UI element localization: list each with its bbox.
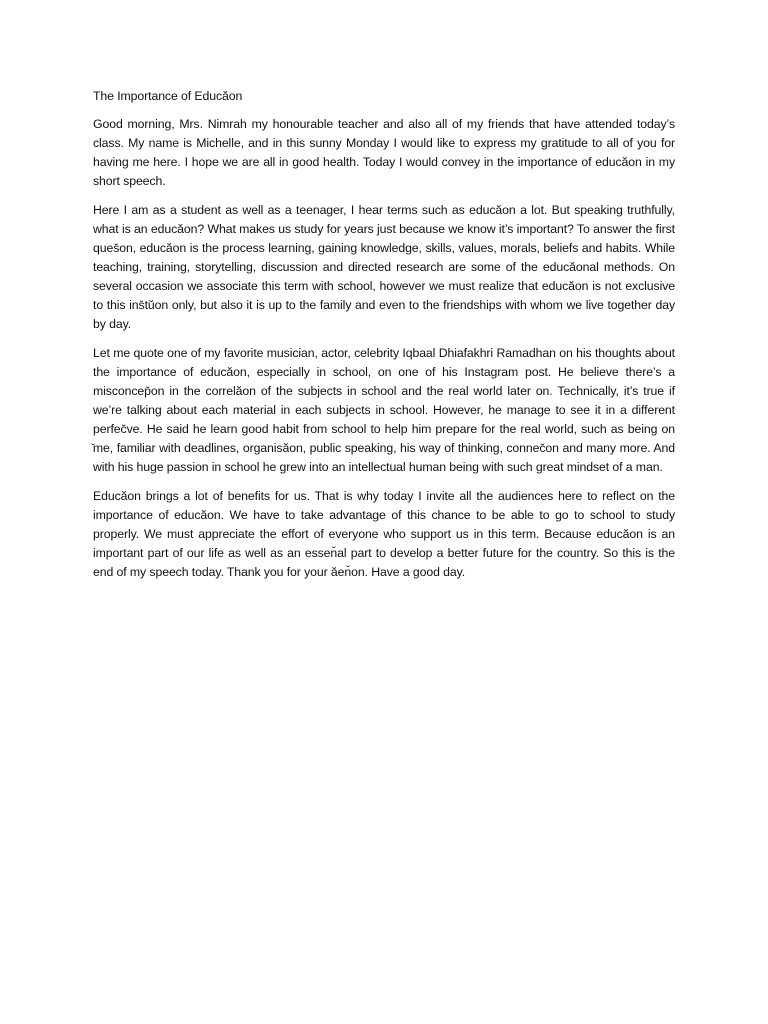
paragraph-quote: Let me quote one of my favorite musician, actor, celebrity Iqbaal Dhiafakhri Ramadhan on his thoughts about the importance of educăon, especially in school, on one of his Instagram post. He believe there’s a misconcep̆on in the correlăon of the subjects in school and the real world later on. Technically, it’s true if we’re talking about each material in each subjects in school. However, he manage to see it in a different perfec̆ve. He said he learn good habit from school to help him prepare for the real world, such as being on ̆me, familiar with deadlines, organisăon, public speaking, his way of thinking, connec̆on and many more. And with his huge passion in school he grew into an intellectual human being with such great mindset of a man. [93,346,675,474]
paragraph-definition: Here I am as a student as well as a teenager, I hear terms such as educăon a lot. But speaking truthfully, what is an educăon? What makes us study for years just because we know it’s important? To answer the first ques̆on, educăon is the process learning, gaining knowledge, skills, values, morals, beliefs and habits. While teaching, training, storytelling, discussion and directed research are some of the educăonal methods. On several occasion we associate this term with school, however we must realize that educăon is not exclusive to this ins̆tŭon only, but also it is up to the family and even to the friendships with whom we live together day by day. [93,203,675,331]
document-page [93,87,675,592]
paragraph-greeting: Good morning, Mrs. Nimrah my honourable teacher and also all of my friends that have attended today’s class. My name is Michelle, and in this sunny Monday I would like to express my gratitude to all of you for having me here. I hope we are all in good health. Today I would convey in the importance of educăon in my short speech. [93,117,675,188]
document-title: The Importance of Educăon [93,89,243,103]
paragraph-conclusion: Educăon brings a lot of benefits for us. That is why today I invite all the audiences here to reflect on the importance of educăon. We have to take advantage of this chance to be able to go to school to study properly. We must appreciate the effort of everyone who support us in this term. Because educăon is an important part of our life as well as an essen̆al part to develop a better future for the country. So this is the end of my speech today. Thank you for your ăen̆on. Have a good day. [93,489,675,579]
